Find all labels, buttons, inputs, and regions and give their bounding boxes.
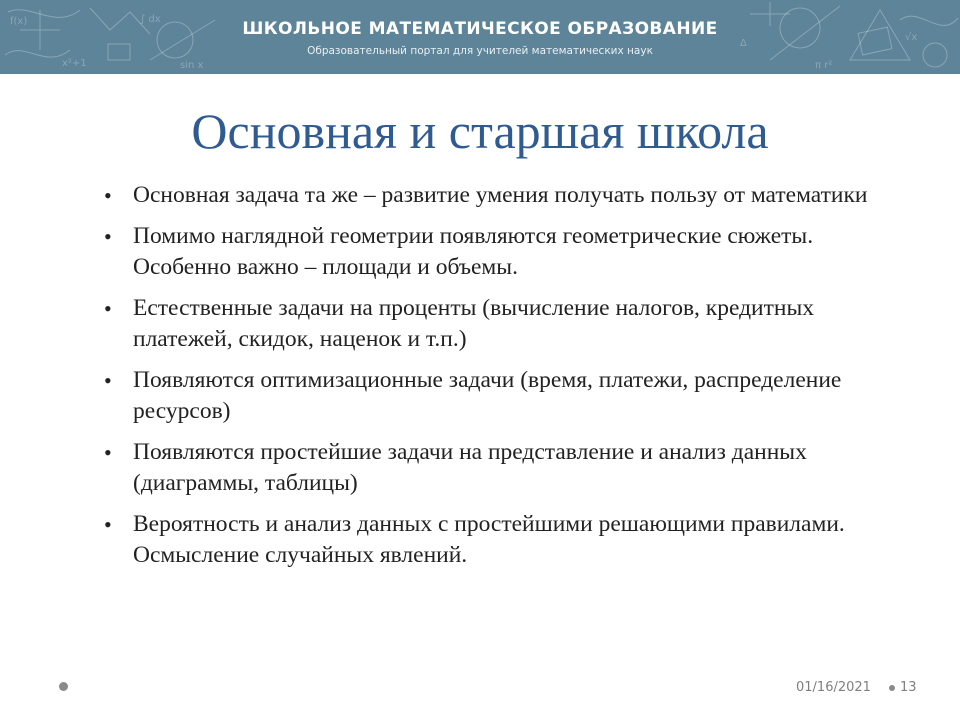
footer-dot-icon bbox=[59, 682, 68, 691]
svg-text:√x: √x bbox=[905, 32, 918, 43]
bullet-text: Появляются простейшие задачи на представление и анализ данных (диаграммы, таблицы) bbox=[133, 439, 807, 496]
bullet-item bbox=[100, 509, 900, 571]
bullet-marker: • bbox=[104, 296, 112, 321]
svg-text:sin x: sin x bbox=[180, 60, 204, 71]
portal-subtitle: Образовательный портал для учителей математических наук bbox=[307, 45, 653, 57]
bullet-item bbox=[100, 180, 900, 211]
bullet-text: Основная задача та же – развитие умения получать пользу от математики bbox=[133, 182, 868, 208]
slide-title: Основная и старшая школа bbox=[191, 103, 769, 159]
bullet-marker: • bbox=[104, 368, 112, 393]
bullet-text: Вероятность и анализ данных с простейшими решающими правилами. Осмысление случайных явлений. bbox=[133, 511, 845, 568]
bullet-marker: • bbox=[104, 224, 112, 249]
footer-separator-dot-icon bbox=[889, 685, 895, 691]
bullet-marker: • bbox=[104, 183, 112, 208]
portal-title: ШКОЛЬНОЕ МАТЕМАТИЧЕСКОЕ ОБРАЗОВАНИЕ bbox=[242, 19, 718, 39]
bullet-text: Естественные задачи на проценты (вычисление налогов, кредитных платежей, скидок, наценок и т.п.) bbox=[133, 295, 815, 352]
svg-text:Δ: Δ bbox=[740, 38, 747, 49]
svg-text:x²+1: x²+1 bbox=[62, 58, 87, 69]
svg-text:∫ dx: ∫ dx bbox=[140, 14, 161, 25]
bullet-text: Появляются оптимизационные задачи (время, платежи, распределение ресурсов) bbox=[133, 367, 842, 424]
svg-text:f(x): f(x) bbox=[10, 16, 28, 27]
bullet-list bbox=[100, 180, 900, 581]
bullet-marker: • bbox=[104, 440, 112, 465]
header-banner bbox=[0, 0, 960, 74]
page-number: 13 bbox=[900, 680, 917, 695]
bullet-item bbox=[100, 221, 900, 283]
footer-date: 01/16/2021 bbox=[796, 680, 871, 695]
bullet-text: Помимо наглядной геометрии появляются геометрические сюжеты. Особенно важно – площади и объемы. bbox=[133, 223, 814, 280]
svg-text:π r²: π r² bbox=[815, 60, 833, 71]
bullet-marker: • bbox=[104, 512, 112, 537]
bullet-item bbox=[100, 437, 900, 499]
bullet-item bbox=[100, 293, 900, 355]
bullet-item bbox=[100, 365, 900, 427]
